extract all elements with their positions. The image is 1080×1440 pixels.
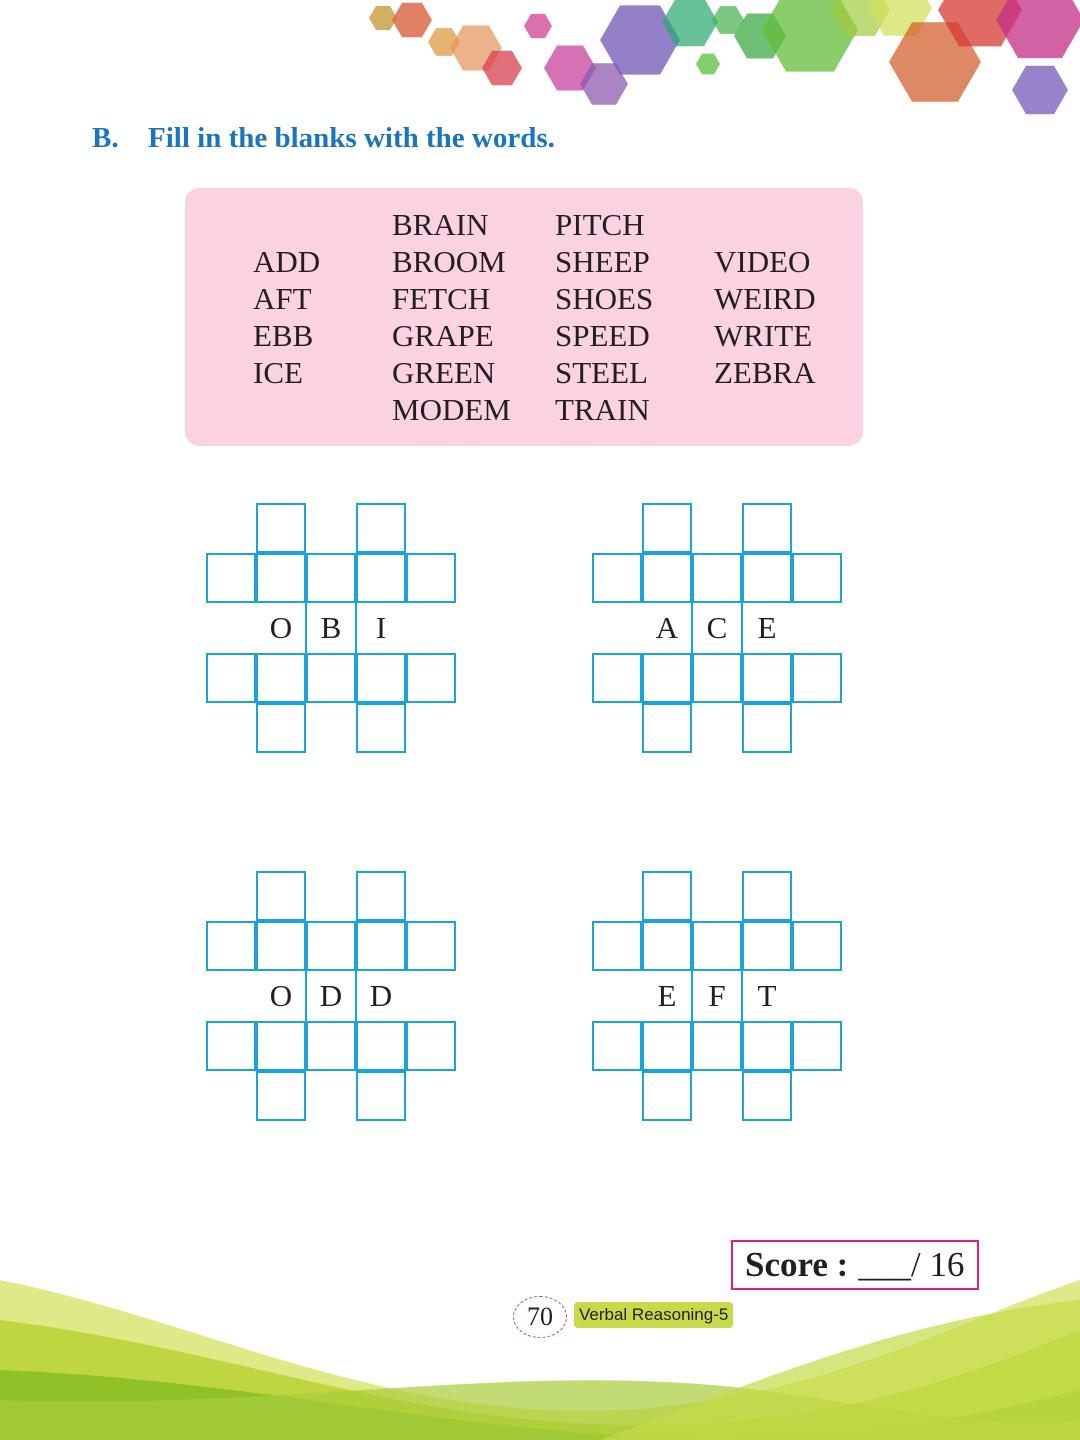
given-letter-cell: D <box>319 978 343 1013</box>
blank-letter-cell[interactable] <box>206 653 256 703</box>
word-column <box>555 206 653 428</box>
blank-letter-cell[interactable] <box>792 921 842 971</box>
blank-letter-cell[interactable] <box>256 553 306 603</box>
exercise-heading <box>92 122 555 155</box>
blank-letter-cell[interactable] <box>256 703 306 753</box>
word-bank-item: EBB <box>253 318 314 353</box>
crossword-grid <box>206 871 456 1121</box>
given-letter-cell: F <box>708 978 726 1013</box>
blank-letter-cell[interactable] <box>306 653 356 703</box>
blank-letter-cell[interactable] <box>306 553 356 603</box>
blank-letter-cell[interactable] <box>306 1021 356 1071</box>
blank-letter-cell[interactable] <box>642 1021 692 1071</box>
blank-letter-cell[interactable] <box>642 553 692 603</box>
hexagon-shape <box>369 6 397 30</box>
word-bank-item: SPEED <box>555 318 650 353</box>
blank-letter-cell[interactable] <box>792 653 842 703</box>
blank-letter-cell[interactable] <box>742 1021 792 1071</box>
crossword-grid <box>592 503 842 753</box>
cell-divider <box>741 971 743 1021</box>
blank-letter-cell[interactable] <box>256 921 306 971</box>
blank-letter-cell[interactable] <box>742 1071 792 1121</box>
blank-letter-cell[interactable] <box>356 653 406 703</box>
cell-divider <box>741 603 743 653</box>
hexagon-shape <box>524 14 552 38</box>
book-title: Verbal Reasoning-5 <box>574 1302 733 1328</box>
word-bank-item: BRAIN <box>392 207 489 242</box>
given-letter-cell: O <box>269 978 293 1013</box>
word-bank-item <box>714 391 816 428</box>
blank-letter-cell[interactable] <box>592 553 642 603</box>
cell-divider <box>355 971 357 1021</box>
blank-letter-cell[interactable] <box>792 1021 842 1071</box>
blank-letter-cell[interactable] <box>406 1021 456 1071</box>
exercise-instruction: Fill in the blanks with the words. <box>148 122 555 154</box>
word-bank-item: WEIRD <box>714 281 816 316</box>
word-bank-item: WRITE <box>714 318 813 353</box>
cell-divider <box>355 603 357 653</box>
score-box <box>731 1240 979 1290</box>
blank-letter-cell[interactable] <box>692 553 742 603</box>
score-label: Score : <box>745 1245 849 1284</box>
page-number: 70 <box>513 1296 567 1338</box>
cell-divider <box>305 971 307 1021</box>
blank-letter-cell[interactable] <box>742 553 792 603</box>
given-letter-cell: E <box>757 610 777 645</box>
blank-letter-cell[interactable] <box>692 1021 742 1071</box>
word-bank-item <box>253 391 320 428</box>
word-bank-item: MODEM <box>392 392 511 427</box>
word-bank-item: VIDEO <box>714 244 811 279</box>
word-bank-item: ZEBRA <box>714 355 816 390</box>
given-letter-cell: B <box>320 610 342 645</box>
given-letter-cell: A <box>655 610 679 645</box>
blank-letter-cell[interactable] <box>642 1071 692 1121</box>
blank-letter-cell[interactable] <box>642 921 692 971</box>
blank-letter-cell[interactable] <box>356 1021 406 1071</box>
exercise-letter: B. <box>92 122 119 154</box>
blank-letter-cell[interactable] <box>356 921 406 971</box>
word-bank-item: GRAPE <box>392 318 494 353</box>
blank-letter-cell[interactable] <box>256 1021 306 1071</box>
blank-letter-cell[interactable] <box>406 553 456 603</box>
word-bank-item <box>714 206 816 243</box>
word-bank-item: FETCH <box>392 281 491 316</box>
blank-letter-cell[interactable] <box>256 503 306 553</box>
given-letter-cell: T <box>757 978 777 1013</box>
word-column <box>253 206 320 428</box>
blank-letter-cell[interactable] <box>256 653 306 703</box>
word-bank <box>185 188 863 446</box>
blank-letter-cell[interactable] <box>206 1021 256 1071</box>
word-column <box>714 206 816 428</box>
blank-letter-cell[interactable] <box>356 553 406 603</box>
word-bank-item <box>253 206 320 243</box>
blank-letter-cell[interactable] <box>406 653 456 703</box>
blank-letter-cell[interactable] <box>692 921 742 971</box>
cell-divider <box>691 603 693 653</box>
word-bank-item: PITCH <box>555 207 645 242</box>
blank-letter-cell[interactable] <box>742 503 792 553</box>
blank-letter-cell[interactable] <box>592 1021 642 1071</box>
blank-letter-cell[interactable] <box>592 921 642 971</box>
hexagon-decoration <box>0 0 1080 130</box>
word-bank-item: STEEL <box>555 355 648 390</box>
blank-letter-cell[interactable] <box>742 653 792 703</box>
word-bank-item: GREEN <box>392 355 496 390</box>
given-letter-cell: O <box>269 610 293 645</box>
blank-letter-cell[interactable] <box>792 553 842 603</box>
word-bank-item: SHEEP <box>555 244 650 279</box>
blank-letter-cell[interactable] <box>406 921 456 971</box>
blank-letter-cell[interactable] <box>642 871 692 921</box>
blank-letter-cell[interactable] <box>356 503 406 553</box>
crossword-grid <box>206 503 456 753</box>
word-bank-item: AFT <box>253 281 312 316</box>
blank-letter-cell[interactable] <box>742 921 792 971</box>
word-column <box>392 206 511 428</box>
word-bank-item: SHOES <box>555 281 654 316</box>
blank-letter-cell[interactable] <box>692 653 742 703</box>
blank-letter-cell[interactable] <box>742 703 792 753</box>
word-bank-item: ICE <box>253 355 303 390</box>
blank-letter-cell[interactable] <box>592 653 642 703</box>
cell-divider <box>691 971 693 1021</box>
blank-letter-cell[interactable] <box>742 871 792 921</box>
blank-letter-cell[interactable] <box>256 1071 306 1121</box>
given-letter-cell: C <box>706 610 728 645</box>
blank-letter-cell[interactable] <box>642 503 692 553</box>
blank-letter-cell[interactable] <box>642 653 692 703</box>
blank-letter-cell[interactable] <box>206 921 256 971</box>
cell-divider <box>305 603 307 653</box>
blank-letter-cell[interactable] <box>356 1071 406 1121</box>
crossword-grid <box>592 871 842 1121</box>
score-blank: ___/ 16 <box>858 1245 965 1284</box>
blank-letter-cell[interactable] <box>206 553 256 603</box>
word-bank-item: BROOM <box>392 244 506 279</box>
blank-letter-cell[interactable] <box>256 871 306 921</box>
hexagon-shape <box>392 3 432 38</box>
given-letter-cell: I <box>375 610 387 645</box>
word-bank-item: TRAIN <box>555 392 650 427</box>
hexagon-shape <box>996 0 1080 58</box>
blank-letter-cell[interactable] <box>306 921 356 971</box>
given-letter-cell: D <box>369 978 393 1013</box>
given-letter-cell: E <box>657 978 677 1013</box>
blank-letter-cell[interactable] <box>356 703 406 753</box>
word-bank-item: ADD <box>253 244 321 279</box>
blank-letter-cell[interactable] <box>356 871 406 921</box>
hexagon-shape <box>696 54 720 75</box>
blank-letter-cell[interactable] <box>642 703 692 753</box>
hexagon-shape <box>1012 66 1068 114</box>
